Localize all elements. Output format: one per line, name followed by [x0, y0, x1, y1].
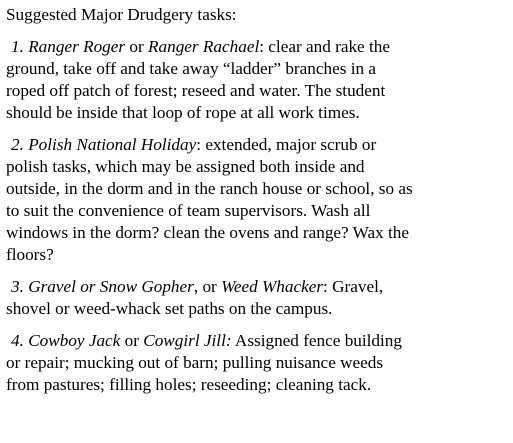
task-italic-text: Cowboy Jack	[28, 331, 121, 350]
task-italic-text: Gravel or Snow Gopher	[28, 277, 194, 296]
task-text: : Gravel,	[323, 277, 384, 296]
task-text: should be inside that loop of rope at all work times.	[6, 103, 360, 122]
task-item-1	[6, 36, 507, 124]
task-paragraph	[6, 36, 507, 124]
task-paragraph	[6, 276, 507, 320]
task-line	[6, 298, 507, 320]
task-line	[6, 330, 507, 352]
task-list	[6, 36, 507, 396]
task-text: or	[120, 331, 144, 350]
task-line	[6, 58, 507, 80]
task-line	[6, 36, 507, 58]
task-text: floors?	[6, 245, 54, 264]
document-heading: Suggested Major Drudgery tasks:	[6, 5, 237, 24]
task-italic-text: 3.	[11, 277, 29, 296]
task-italic-text: Weed Whacker	[221, 277, 324, 296]
task-text: shovel or weed-whack set paths on the campus.	[6, 299, 333, 318]
task-italic-text: Polish National Holiday	[28, 135, 197, 154]
task-text: windows in the dorm? clean the ovens and range? Wax the	[6, 223, 410, 242]
task-line	[6, 156, 507, 178]
task-text: outside, in the dorm and in the ranch house or school, so as	[6, 179, 413, 198]
task-line	[6, 276, 507, 298]
task-text: from pastures; filling holes; reseeding; cleaning tack.	[6, 375, 372, 394]
task-item-3	[6, 276, 507, 320]
task-italic-text: 4.	[11, 331, 29, 350]
task-italic-text: 1.	[11, 37, 29, 56]
task-italic-text: Cowgirl Jill:	[143, 331, 232, 350]
task-text: Assigned fence building	[231, 331, 402, 350]
task-text: or repair; mucking out of barn; pulling nuisance weeds	[6, 353, 384, 372]
task-item-4	[6, 330, 507, 396]
task-line	[6, 244, 507, 266]
task-item-2	[6, 134, 507, 266]
task-line	[6, 352, 507, 374]
task-italic-text: Ranger Rachael	[148, 37, 260, 56]
task-line	[6, 222, 507, 244]
task-text: : clear and rake the	[259, 37, 390, 56]
task-text: polish tasks, which may be assigned both inside and	[6, 157, 365, 176]
task-line	[6, 134, 507, 156]
task-line	[6, 200, 507, 222]
task-text: roped off patch of forest; reseed and water. The student	[6, 81, 386, 100]
task-text: to suit the convenience of team supervisors. Wash all	[6, 201, 371, 220]
task-text: : extended, major scrub or	[196, 135, 377, 154]
task-text: , or	[193, 277, 222, 296]
task-line	[6, 102, 507, 124]
task-paragraph	[6, 134, 507, 266]
task-italic-text: Ranger Roger	[28, 37, 126, 56]
task-text: ground, take off and take away “ladder” branches in a	[6, 59, 377, 78]
task-line	[6, 374, 507, 396]
task-line	[6, 80, 507, 102]
task-paragraph	[6, 330, 507, 396]
task-line	[6, 178, 507, 200]
task-italic-text: 2.	[11, 135, 29, 154]
task-text: or	[125, 37, 149, 56]
